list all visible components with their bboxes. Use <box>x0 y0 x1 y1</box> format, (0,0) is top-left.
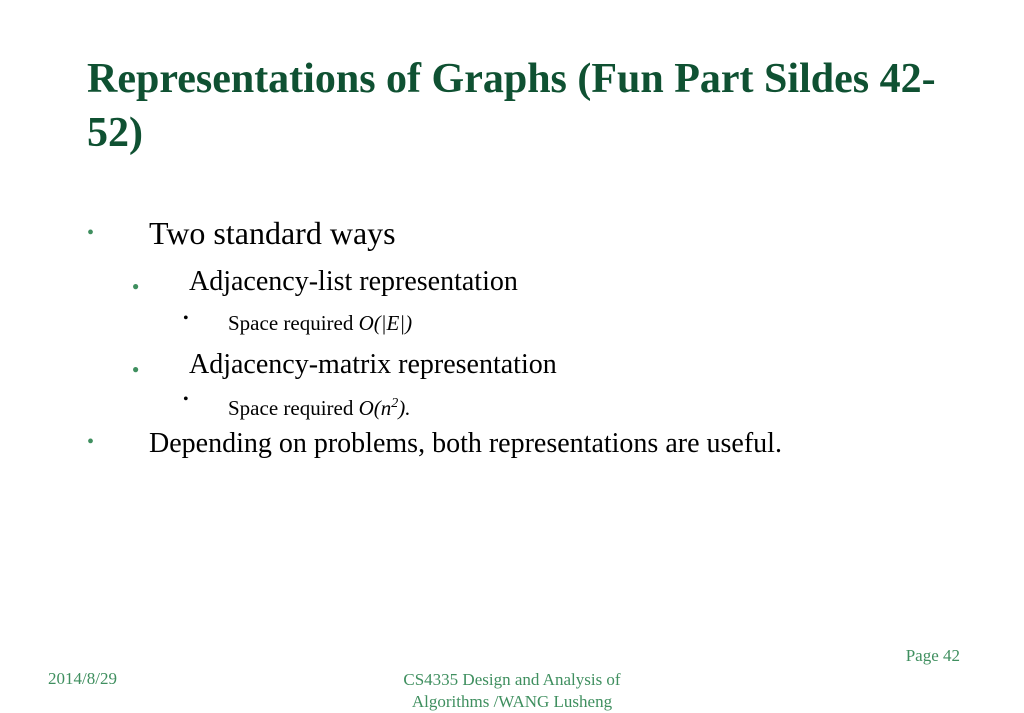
sub-sub-bullet-text <box>228 391 411 421</box>
bullet-icon: • <box>87 222 95 244</box>
space-required-label: Space required <box>228 396 359 420</box>
footer-course-title <box>362 669 662 713</box>
space-required-label: Space required <box>228 311 359 335</box>
sub-sub-bullet-icon: • <box>183 391 189 408</box>
formula-exponent: 2 <box>391 396 399 411</box>
footer-course-line1: CS4335 Design and Analysis of <box>403 670 621 689</box>
footer-date: 2014/8/29 <box>48 669 117 688</box>
sub-sub-bullet-text <box>228 310 412 336</box>
sub-bullet-text: Adjacency-matrix representation <box>189 349 557 380</box>
complexity-formula <box>359 396 411 420</box>
page-number: Page 42 <box>905 646 960 665</box>
formula-base: O(n <box>358 396 392 420</box>
sub-bullet-icon: ● <box>132 362 140 376</box>
bullet-text: Two standard ways <box>149 215 396 251</box>
sub-sub-bullet-icon: • <box>183 310 189 327</box>
slide-title: Representations of Graphs (Fun Part Sildes 42-52) <box>87 56 936 156</box>
sub-bullet-icon: ● <box>132 279 140 293</box>
formula-close: ). <box>398 396 411 420</box>
footer-course-line2: Algorithms /WANG Lusheng <box>411 692 613 711</box>
complexity-formula: O(|E|) <box>358 311 413 335</box>
sub-bullet-text: Adjacency-list representation <box>189 266 518 297</box>
bullet-text: Depending on problems, both representations are useful. <box>149 428 782 459</box>
bullet-icon: • <box>87 431 95 453</box>
